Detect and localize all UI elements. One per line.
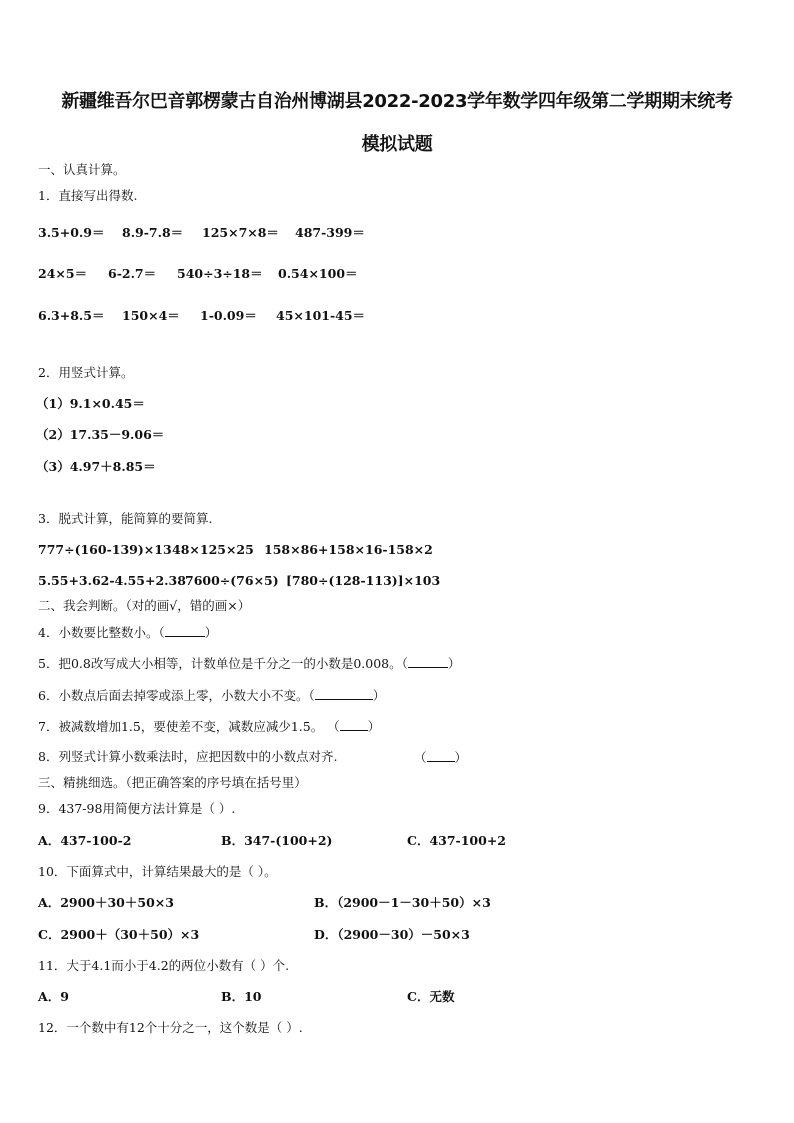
question-9: 9．437-98用简便方法计算是（ ）. — [38, 801, 236, 816]
section-2-heading: 二、我会判断。（对的画√，错的画×） — [38, 598, 251, 613]
q3-item: 158×86+158×16-158×2 — [264, 542, 433, 557]
q8-answer — [414, 749, 467, 766]
option-a[interactable]: A．2900＋30＋50×3 — [38, 895, 174, 910]
answer-blank[interactable] — [165, 624, 205, 637]
q2-item: （2）17.35－9.06＝ — [36, 427, 165, 442]
question-4 — [38, 624, 217, 641]
option-b[interactable]: B．10 — [221, 989, 262, 1004]
option-c[interactable]: C．2900＋（30＋50）×3 — [38, 927, 200, 942]
question-6 — [38, 687, 385, 704]
question-7 — [38, 718, 380, 735]
question-2: 2．用竖式计算。 — [38, 365, 134, 380]
close-paren: ） — [367, 719, 381, 734]
option-c[interactable]: C．无数 — [407, 989, 455, 1004]
q2-item: （3）4.97＋8.85＝ — [36, 459, 156, 474]
close-paren: ） — [454, 750, 468, 765]
page-title: 新疆维吾尔巴音郭楞蒙古自治州博湖县2022-2023学年数学四年级第二学期期末统考 — [61, 91, 733, 112]
q1-item: 45×101-45＝ — [276, 308, 366, 323]
q1-item: 540÷3÷18＝ — [177, 266, 263, 281]
q1-item: 24×5＝ — [38, 266, 88, 281]
q1-item: 125×7×8＝ — [202, 225, 279, 240]
q3-item: 7600÷(76×5) — [185, 573, 279, 588]
question-11: 11．大于4.1而小于4.2的两位小数有（ ）个. — [38, 958, 290, 973]
section-1-heading: 一、认真计算。 — [38, 162, 126, 177]
q3-item: 48×125×25 — [172, 542, 254, 557]
q1-item: 8.9-7.8＝ — [122, 225, 184, 240]
close-paren: ） — [447, 656, 461, 671]
question-5 — [38, 655, 460, 672]
answer-blank[interactable] — [315, 687, 373, 700]
option-c[interactable]: C．437-100+2 — [407, 833, 506, 848]
answer-blank[interactable] — [408, 655, 448, 668]
option-d[interactable]: D．（2900－30）－50×3 — [314, 927, 470, 942]
q2-item: （1）9.1×0.45＝ — [36, 396, 145, 411]
q7-text: 7．被减数增加1.5，要使差不变，减数应减少1.5。 （ — [38, 719, 340, 734]
option-b[interactable]: B．347-(100+2) — [221, 833, 333, 848]
q1-item: 1-0.09＝ — [200, 308, 257, 323]
answer-blank[interactable] — [340, 718, 368, 731]
q8-text: 8．列竖式计算小数乘法时，应把因数中的小数点对齐. — [38, 749, 338, 764]
q1-item: 150×4＝ — [122, 308, 180, 323]
q1-item: 3.5+0.9＝ — [38, 225, 105, 240]
open-paren: （ — [414, 750, 427, 765]
q1-item: 6-2.7＝ — [108, 266, 157, 281]
option-b[interactable]: B．（2900－1－30＋50）×3 — [314, 895, 491, 910]
q1-item: 6.3+8.5＝ — [38, 308, 105, 323]
q3-item: 777÷(160-139)×13 — [38, 542, 172, 557]
q1-item: 0.54×100＝ — [278, 266, 358, 281]
question-10: 10．下面算式中，计算结果最大的是（ ）。 — [38, 864, 277, 879]
close-paren: ） — [204, 625, 218, 640]
option-a[interactable]: A．437-100-2 — [38, 833, 132, 848]
answer-blank[interactable] — [427, 749, 455, 762]
q3-item: [780÷(128-113)]×103 — [286, 573, 441, 588]
question-1: 1．直接写出得数. — [38, 188, 138, 203]
q6-text: 6．小数点后面去掉零或添上零，小数大小不变。（ — [38, 688, 315, 703]
question-3: 3．脱式计算，能简算的要简算. — [38, 511, 213, 526]
option-a[interactable]: A．9 — [38, 989, 69, 1004]
question-12: 12．一个数中有12个十分之一，这个数是（ ）. — [38, 1020, 303, 1035]
q3-item: 5.55+3.62-4.55+2.38 — [38, 573, 186, 588]
section-3-heading: 三、精挑细选。（把正确答案的序号填在括号里） — [38, 775, 307, 790]
close-paren: ） — [372, 688, 386, 703]
q1-item: 487-399＝ — [295, 225, 365, 240]
q5-text: 5．把0.8改写成大小相等，计数单位是千分之一的小数是0.008。（ — [38, 656, 408, 671]
q4-text: 4．小数要比整数小。（ — [38, 625, 165, 640]
question-8 — [38, 749, 337, 765]
page-title-line2: 模拟试题 — [361, 134, 433, 155]
